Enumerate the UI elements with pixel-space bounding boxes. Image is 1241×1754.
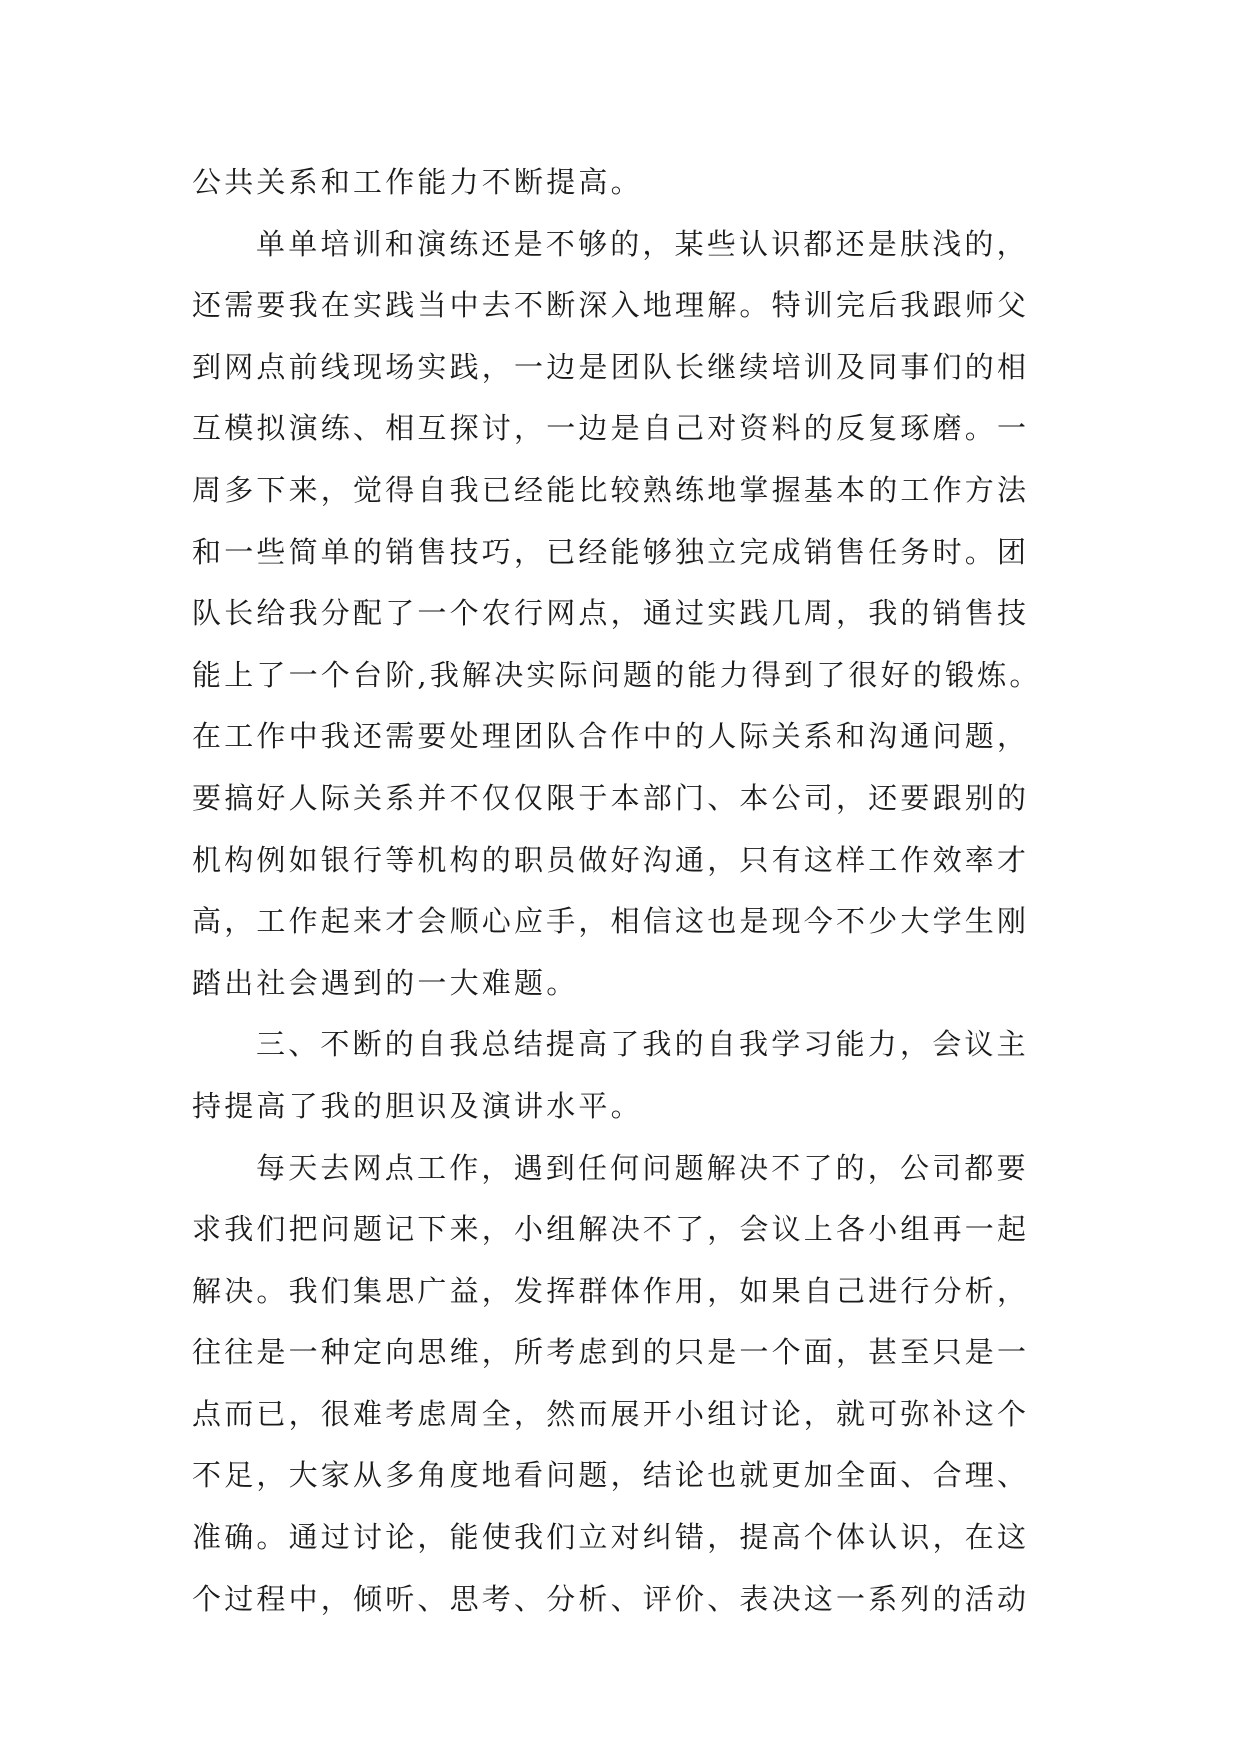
text-line: 持提高了我的胆识及演讲水平。	[192, 1088, 643, 1123]
body-text	[192, 152, 1072, 1630]
text-line: 能上了一个台阶,我解决实际问题的能力得到了很好的锻炼。	[192, 657, 1042, 692]
text-line: 还需要我在实践当中去不断深入地理解。特训完后我跟师父	[192, 288, 1030, 323]
text-line: 要搞好人际关系并不仅仅限于本部门、本公司，还要跟别的	[192, 780, 1030, 815]
text-line: 求我们把问题记下来，小组解决不了，会议上各小组再一起	[192, 1212, 1030, 1247]
text-line: 机构例如银行等机构的职员做好沟通，只有这样工作效率才	[192, 842, 1030, 877]
text-line: 点而已，很难考虑周全，然而展开小组讨论，就可弥补这个	[192, 1396, 1030, 1431]
text-line: 队长给我分配了一个农行网点，通过实践几周，我的销售技	[192, 596, 1030, 631]
text-line: 解决。我们集思广益，发挥群体作用，如果自己进行分析，	[192, 1273, 1030, 1308]
text-line: 准确。通过讨论，能使我们立对纠错，提高个体认识，在这	[192, 1520, 1030, 1555]
text-line: 踏出社会遇到的一大难题。	[192, 965, 579, 1000]
text-line: 高，工作起来才会顺心应手，相信这也是现今不少大学生刚	[192, 904, 1030, 939]
text-line: 和一些简单的销售技巧，已经能够独立完成销售任务时。团	[192, 534, 1030, 569]
text-line: 不足，大家从多角度地看问题，结论也就更加全面、合理、	[192, 1458, 1030, 1493]
text-line: 单单培训和演练还是不够的，某些认识都还是肤浅的，	[256, 226, 1029, 261]
text-line: 互模拟演练、相互探讨，一边是自己对资料的反复琢磨。一	[192, 411, 1030, 446]
text-line: 周多下来，觉得自我已经能比较熟练地掌握基本的工作方法	[192, 472, 1030, 507]
text-line: 个过程中，倾听、思考、分析、评价、表决这一系列的活动	[192, 1581, 1030, 1616]
text-line: 每天去网点工作，遇到任何问题解决不了的，公司都要	[256, 1150, 1029, 1185]
text-line: 公共关系和工作能力不断提高。	[192, 165, 643, 199]
text-line: 往往是一种定向思维，所考虑到的只是一个面，甚至只是一	[192, 1335, 1030, 1370]
text-line: 到网点前线现场实践，一边是团队长继续培训及同事们的相	[192, 349, 1030, 384]
text-line: 在工作中我还需要处理团队合作中的人际关系和沟通问题，	[192, 719, 1030, 754]
text-line: 三、不断的自我总结提高了我的自我学习能力，会议主	[256, 1027, 1029, 1062]
